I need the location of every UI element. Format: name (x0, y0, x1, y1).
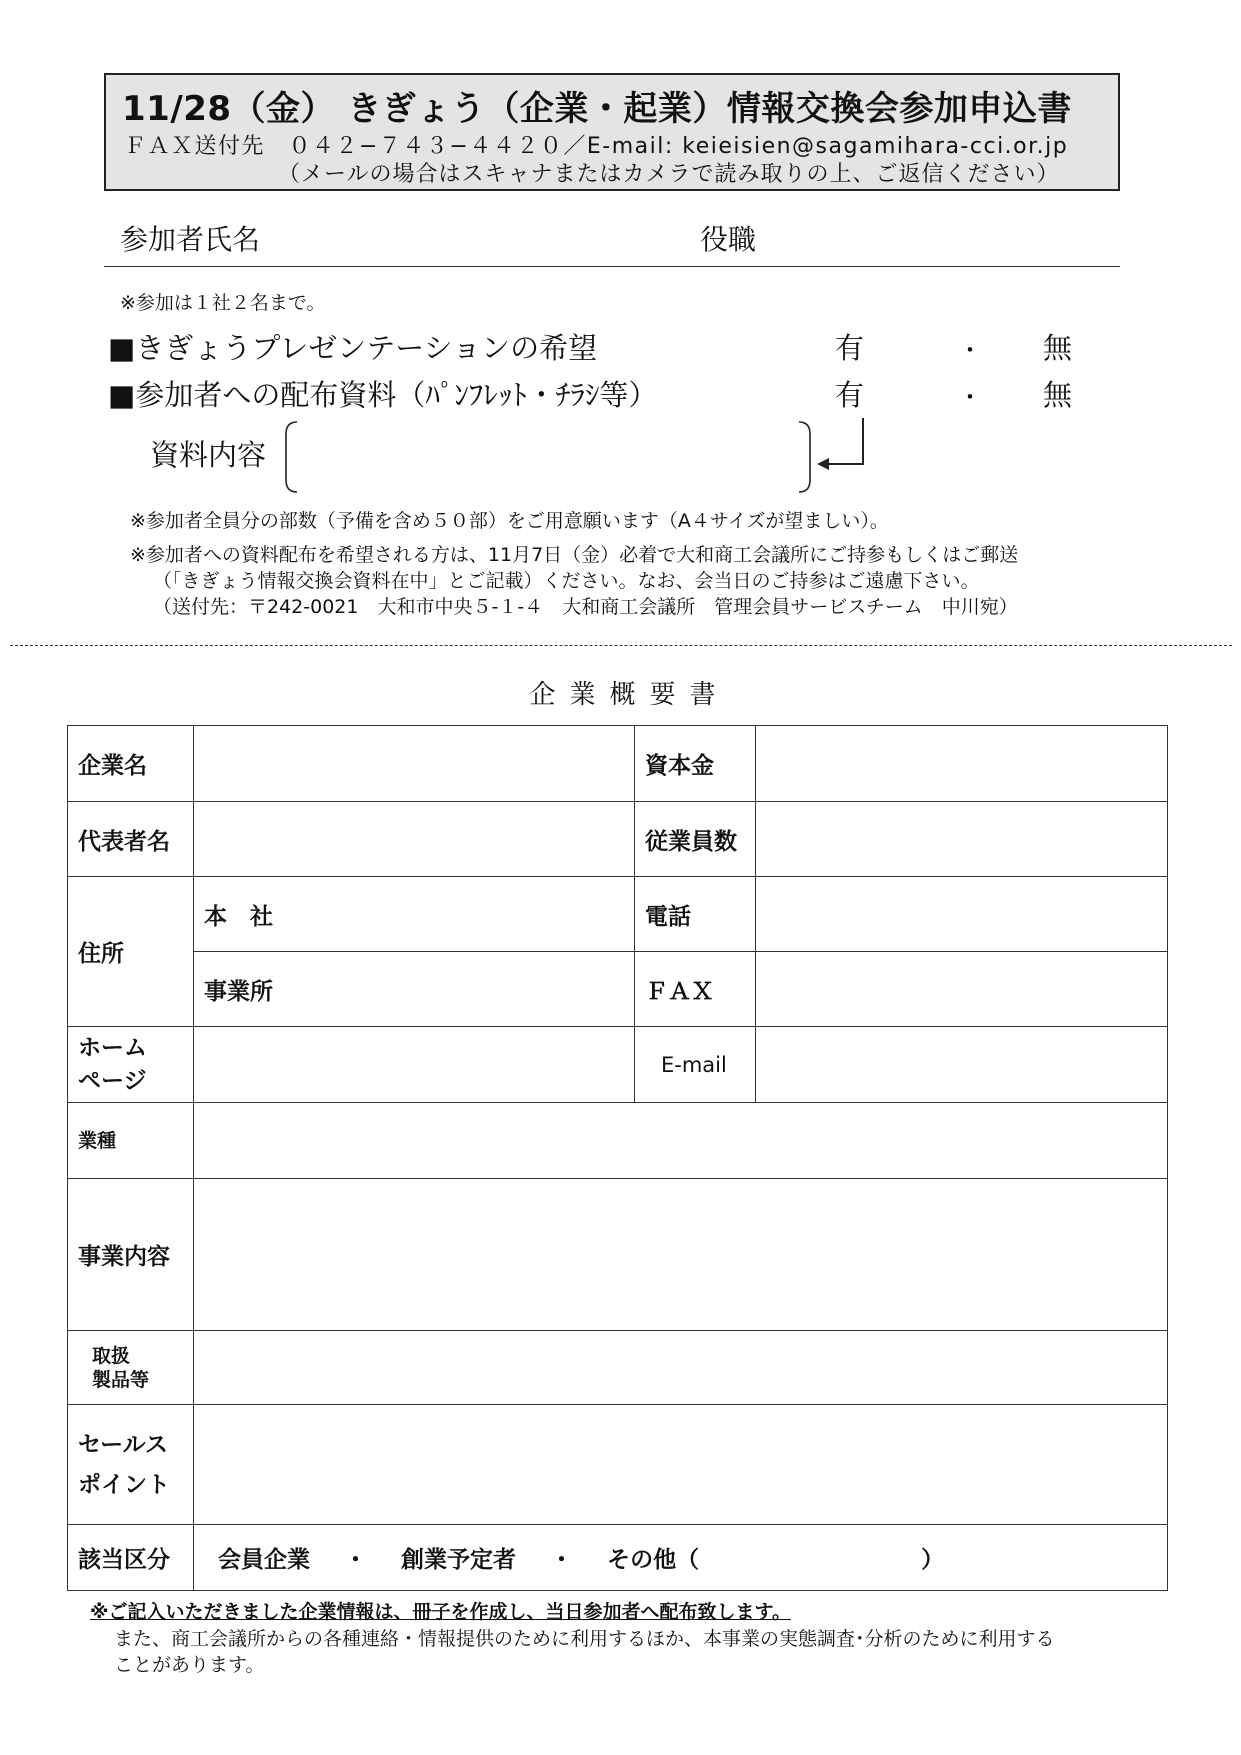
fax-destination: ＦＡＸ送付先 ０４２−７４３−４４２０／E-mail: keieisien@sagamihara-cci.or.jp (124, 134, 1069, 159)
material-content-brackets[interactable] (280, 418, 880, 496)
participant-name-label: 参加者氏名 (120, 223, 261, 256)
cut-line (10, 645, 1232, 646)
capital-field[interactable] (756, 726, 1168, 802)
homepage-label: ホーム ページ (68, 1027, 194, 1103)
representative-field[interactable] (194, 802, 635, 877)
category-member[interactable]: 会員企業 (218, 1547, 310, 1573)
form-title: 11/28（金） きぎょう（企業・起業）情報交換会参加申込書 (122, 89, 1072, 129)
material-no[interactable]: 無 (1043, 378, 1073, 412)
delivery-note-1: ※参加者への資料配布を希望される方は、11月7日（金）必着で大和商工会議所にご持参もしくはご郵送 (130, 544, 1019, 566)
material-option-label: ■参加者への配布資料（ﾊﾟﾝﾌﾚｯﾄ・ﾁﾗｼ等） (108, 378, 658, 412)
material-content-label: 資料内容 (150, 438, 267, 472)
presentation-option-label: ■きぎょうプレゼンテーションの希望 (108, 331, 598, 365)
participant-limit-note: ※参加は１社２名まで。 (120, 292, 326, 314)
position-label: 役職 (700, 223, 757, 256)
products-field[interactable] (194, 1331, 1168, 1405)
presentation-separator: ・ (960, 338, 980, 362)
footer-usage-line2: ことがあります。 (114, 1654, 265, 1676)
employees-field[interactable] (756, 802, 1168, 877)
head-office-label: 本 社 (204, 903, 273, 930)
participant-underline (104, 266, 1120, 267)
company-overview-table (67, 725, 1168, 1591)
sales-point-field[interactable] (194, 1405, 1168, 1525)
phone-label: 電話 (635, 877, 756, 952)
header-box (104, 73, 1120, 191)
category-separator-1: ・ (344, 1547, 368, 1573)
business-field[interactable] (194, 1179, 1168, 1331)
products-label: 取扱 製品等 (68, 1331, 194, 1405)
industry-field[interactable] (194, 1103, 1168, 1179)
presentation-yes[interactable]: 有 (835, 331, 865, 365)
capital-label: 資本金 (635, 726, 756, 802)
homepage-field[interactable] (194, 1027, 635, 1103)
representative-label: 代表者名 (68, 802, 194, 877)
overview-title: 企業概要書 (529, 680, 730, 710)
category-founder[interactable]: 創業予定者 (401, 1547, 517, 1573)
footer-notice: ※ご記入いただきました企業情報は、冊子を作成し、当日参加者へ配布致します。 (90, 1601, 791, 1623)
category-other[interactable]: その他（ (607, 1547, 700, 1573)
fax-label: ＦＡＸ (635, 952, 756, 1027)
office-label: 事業所 (204, 978, 273, 1005)
category-options (194, 1525, 1168, 1591)
employees-label: 従業員数 (635, 802, 756, 877)
business-label: 事業内容 (68, 1179, 194, 1331)
email-label: E-mail (635, 1027, 756, 1103)
presentation-no[interactable]: 無 (1043, 331, 1073, 365)
industry-label: 業種 (68, 1103, 194, 1179)
category-separator-2: ・ (550, 1547, 574, 1573)
company-name-label: 企業名 (68, 726, 194, 802)
fax-field[interactable] (756, 952, 1168, 1027)
material-separator: ・ (960, 385, 980, 409)
address-label: 住所 (68, 877, 194, 1027)
head-office-field[interactable] (194, 877, 635, 952)
delivery-note-2: （「きぎょう情報交換会資料在中」とご記載）ください。なお、会当日のご持参はご遠慮下さい。 (153, 570, 980, 592)
category-other-close: ） (921, 1547, 945, 1573)
delivery-address: （送付先：〒242-0021 大和市中央５-１-４ 大和商工会議所 管理会員サービスチーム 中川宛） (153, 596, 1018, 618)
sales-point-label: セールス ポイント (68, 1405, 194, 1525)
company-name-field[interactable] (194, 726, 635, 802)
mail-note: （メールの場合はスキャナまたはカメラで読み取りの上、ご返信ください） (278, 162, 1060, 187)
office-field[interactable] (194, 952, 635, 1027)
footer-usage-line1: また、商工会議所からの各種連絡・情報提供のために利用するほか、本事業の実態調査･分析のために利用する (114, 1628, 1055, 1650)
material-yes[interactable]: 有 (835, 378, 865, 412)
copies-note: ※参加者全員分の部数（予備を含め５０部）をご用意願います（A４サイズが望ましい）。 (130, 510, 889, 532)
category-label: 該当区分 (68, 1525, 194, 1591)
phone-field[interactable] (756, 877, 1168, 952)
return-arrow-icon (815, 414, 875, 474)
email-field[interactable] (756, 1027, 1168, 1103)
